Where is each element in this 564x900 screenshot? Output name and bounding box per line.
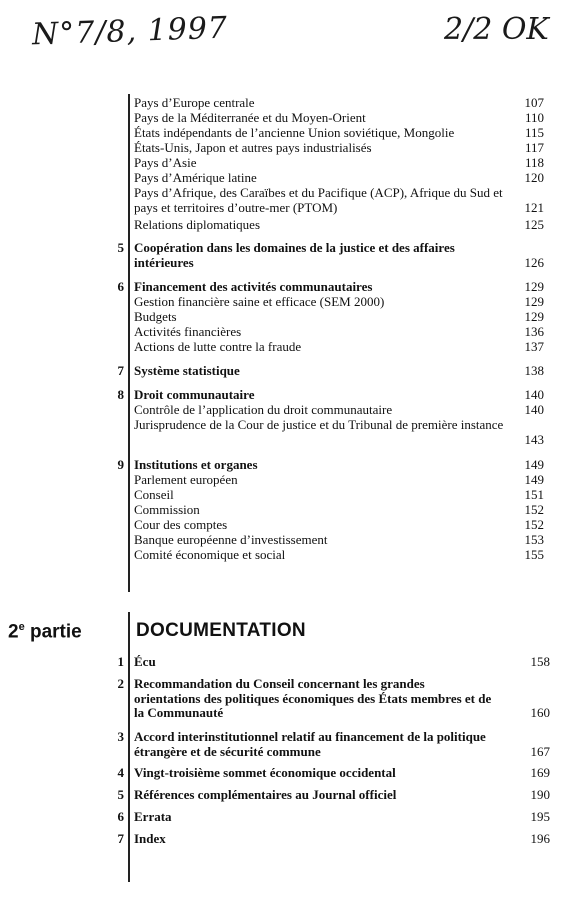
entry-title: Banque européenne d’investissement bbox=[134, 532, 328, 547]
entry-title: Références complémentaires au Journal officiel bbox=[134, 787, 397, 802]
entry-title: Système statistique bbox=[134, 363, 240, 378]
entry-title: Vingt-troisième sommet économique occidental bbox=[134, 765, 396, 780]
page-number: 140 bbox=[524, 387, 544, 402]
section-number: 2 bbox=[117, 676, 124, 691]
entry-title: Financement des activités communautaires bbox=[134, 279, 373, 294]
page-number: 140 bbox=[524, 402, 544, 417]
page-number: 160 bbox=[530, 705, 550, 720]
entry-title: Recommandation du Conseil concernant les grandes orientations des politiques économiques des États membres et de la Communauté bbox=[134, 676, 492, 720]
toc-rule-upper bbox=[128, 94, 130, 592]
page-number: 129 bbox=[524, 279, 544, 294]
section-number: 7 bbox=[117, 831, 124, 846]
page-number: 167 bbox=[530, 744, 550, 759]
section-number: 8 bbox=[117, 387, 124, 402]
entry-title: Comité économique et social bbox=[134, 547, 286, 562]
entry-title: Pays d’Asie bbox=[134, 155, 197, 170]
entry-title: Pays de la Méditerranée et du Moyen-Orient bbox=[134, 110, 366, 125]
page-number: 190 bbox=[530, 787, 550, 802]
page-number: 195 bbox=[530, 809, 550, 824]
page-number: 118 bbox=[524, 155, 544, 170]
entry-title: Relations diplomatiques bbox=[134, 217, 261, 232]
section-number: 9 bbox=[117, 457, 124, 472]
entry-title: Pays d’Afrique, des Caraïbes et du Pacifique (ACP), Afrique du Sud et pays et territoires d’outre-mer (PTOM) bbox=[134, 185, 503, 215]
page-number: 155 bbox=[524, 547, 544, 562]
page-number: 169 bbox=[530, 765, 550, 780]
page-number: 117 bbox=[524, 140, 544, 155]
entry-title: Écu bbox=[134, 654, 156, 669]
entry-title: Droit communautaire bbox=[134, 387, 255, 402]
entry-title: Jurisprudence de la Cour de justice et du Tribunal de première instance bbox=[134, 417, 504, 432]
entry-title: Pays d’Europe centrale bbox=[134, 95, 255, 110]
entry-title: Index bbox=[134, 831, 166, 846]
section-number: 5 bbox=[117, 240, 124, 255]
page-number: 129 bbox=[524, 294, 544, 309]
page-number: 158 bbox=[530, 654, 550, 669]
page-number: 152 bbox=[524, 517, 544, 532]
page-number: 125 bbox=[524, 217, 544, 232]
page-number: 153 bbox=[524, 532, 544, 547]
handwritten-issue-note: N°7/8, 1997 bbox=[31, 10, 229, 53]
page-number: 196 bbox=[530, 831, 550, 846]
page-number: 137 bbox=[524, 339, 544, 354]
page-number: 129 bbox=[524, 309, 544, 324]
section-number: 6 bbox=[117, 809, 124, 824]
part-label: 2e partie bbox=[8, 621, 82, 643]
page-number: 126 bbox=[524, 255, 544, 270]
page-number: 107 bbox=[524, 95, 544, 110]
entry-title: Actions de lutte contre la fraude bbox=[134, 339, 302, 354]
entry-title: Accord interinstitutionnel relatif au financement de la politique étrangère et de sécurité commune bbox=[134, 729, 486, 759]
entry-title: Errata bbox=[134, 809, 172, 824]
handwritten-page-note: 2/2 OK bbox=[444, 12, 549, 47]
entry-title: Pays d’Amérique latine bbox=[134, 170, 257, 185]
page-number: 152 bbox=[524, 502, 544, 517]
part-title: DOCUMENTATION bbox=[136, 620, 306, 641]
entry-title: Commission bbox=[134, 502, 200, 517]
page-number: 120 bbox=[524, 170, 544, 185]
page-number: 115 bbox=[524, 125, 544, 140]
section-number: 3 bbox=[117, 729, 124, 744]
section-number: 4 bbox=[117, 765, 124, 780]
entry-title: Institutions et organes bbox=[134, 457, 258, 472]
entry-title: Cour des comptes bbox=[134, 517, 228, 532]
page-number: 143 bbox=[524, 432, 544, 447]
entry-title: Conseil bbox=[134, 487, 174, 502]
entry-title: Contrôle de l’application du droit communautaire bbox=[134, 402, 393, 417]
entry-title: Coopération dans les domaines de la justice et des affaires intérieures bbox=[134, 240, 455, 270]
page-number: 136 bbox=[524, 324, 544, 339]
entry-title: Activités financières bbox=[134, 324, 242, 339]
page-number: 149 bbox=[524, 472, 544, 487]
entry-title: Gestion financière saine et efficace (SEM 2000) bbox=[134, 294, 385, 309]
entry-title: États indépendants de l’ancienne Union soviétique, Mongolie bbox=[134, 125, 455, 140]
page-number: 149 bbox=[524, 457, 544, 472]
entry-title: Parlement européen bbox=[134, 472, 238, 487]
entry-title: Budgets bbox=[134, 309, 177, 324]
section-number: 5 bbox=[117, 787, 124, 802]
section-number: 6 bbox=[117, 279, 124, 294]
section-number: 1 bbox=[117, 654, 124, 669]
toc-rule-lower bbox=[128, 612, 130, 882]
section-number: 7 bbox=[117, 363, 124, 378]
entry-title: États-Unis, Japon et autres pays industrialisés bbox=[134, 140, 372, 155]
page-number: 110 bbox=[524, 110, 544, 125]
page-number: 121 bbox=[524, 200, 544, 215]
page-number: 138 bbox=[524, 363, 544, 378]
page-number: 151 bbox=[524, 487, 544, 502]
